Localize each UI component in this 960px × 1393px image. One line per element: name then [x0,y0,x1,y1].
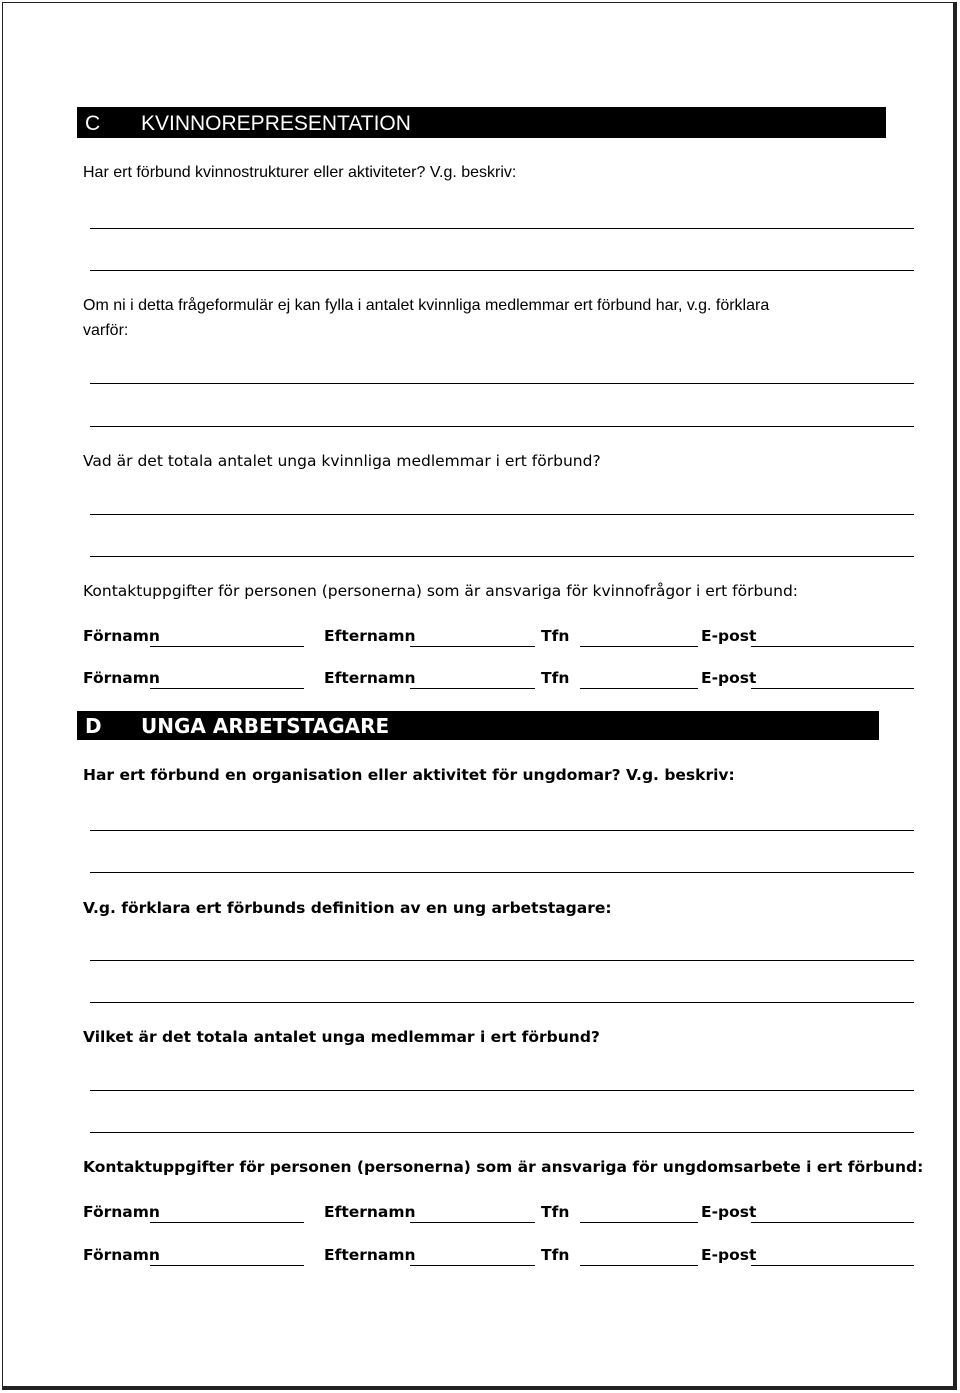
phone-field[interactable] [580,1265,698,1266]
email-field[interactable] [751,688,914,689]
question-young-worker-definition: V.g. förklara ert förbunds definition av en ung arbetstagare: [83,899,612,917]
answer-line[interactable] [90,383,914,384]
first-name-field[interactable] [150,646,304,647]
field-label-last-name: Efternamn [324,627,416,645]
field-label-email: E-post [701,669,757,687]
question-young-women-total: Vad är det totala antalet unga kvinnliga medlemmar i ert förbund? [83,452,601,470]
answer-line[interactable] [90,960,914,961]
email-field[interactable] [751,646,914,647]
section-d-header [77,711,879,740]
field-label-first-name: Förnamn [83,1203,160,1221]
contacts-label-youth: Kontaktuppgifter för personen (personerna) som är ansvariga för ungdomsarbete i ert förbund: [83,1158,924,1176]
section-d-title: UNGA ARBETSTAGARE [141,714,390,738]
question-explain-line2: varför: [83,322,129,339]
field-label-phone: Tfn [541,669,570,687]
last-name-field[interactable] [410,1265,535,1266]
answer-line[interactable] [90,1132,914,1133]
last-name-field[interactable] [410,646,535,647]
section-c-header [77,107,886,138]
field-label-last-name: Efternamn [324,669,416,687]
section-d-letter: D [85,714,102,738]
answer-line[interactable] [90,426,914,427]
field-label-email: E-post [701,1203,757,1221]
answer-line[interactable] [90,228,914,229]
email-field[interactable] [751,1222,914,1223]
answer-line[interactable] [90,1002,914,1003]
phone-field[interactable] [580,688,698,689]
phone-field[interactable] [580,1222,698,1223]
field-label-first-name: Förnamn [83,627,160,645]
section-c-title: KVINNOREPRESENTATION [141,112,411,135]
contacts-label-women: Kontaktuppgifter för personen (personerna) som är ansvariga för kvinnofrågor i ert förbund: [83,582,799,600]
question-women-structures: Har ert förbund kvinnostrukturer eller aktiviteter? V.g. beskriv: [83,164,517,181]
section-c-letter: C [85,112,101,135]
field-label-last-name: Efternamn [324,1246,416,1264]
last-name-field[interactable] [410,1222,535,1223]
last-name-field[interactable] [410,688,535,689]
field-label-phone: Tfn [541,1246,570,1264]
field-label-phone: Tfn [541,1203,570,1221]
first-name-field[interactable] [150,1222,304,1223]
field-label-phone: Tfn [541,627,570,645]
field-label-email: E-post [701,627,757,645]
field-label-first-name: Förnamn [83,1246,160,1264]
question-explain-line1: Om ni i detta frågeformulär ej kan fylla i antalet kvinnliga medlemmar ert förbund har, v.g. förklara [83,297,770,314]
answer-line[interactable] [90,872,914,873]
answer-line[interactable] [90,1090,914,1091]
answer-line[interactable] [90,514,914,515]
phone-field[interactable] [580,646,698,647]
answer-line[interactable] [90,830,914,831]
question-young-members-total: Vilket är det totala antalet unga medlemmar i ert förbund? [83,1028,600,1046]
answer-line[interactable] [90,556,914,557]
field-label-email: E-post [701,1246,757,1264]
first-name-field[interactable] [150,1265,304,1266]
email-field[interactable] [751,1265,914,1266]
question-youth-organisation: Har ert förbund en organisation eller aktivitet för ungdomar? V.g. beskriv: [83,766,735,784]
first-name-field[interactable] [150,688,304,689]
page-border [2,2,957,1390]
answer-line[interactable] [90,270,914,271]
field-label-last-name: Efternamn [324,1203,416,1221]
field-label-first-name: Förnamn [83,669,160,687]
